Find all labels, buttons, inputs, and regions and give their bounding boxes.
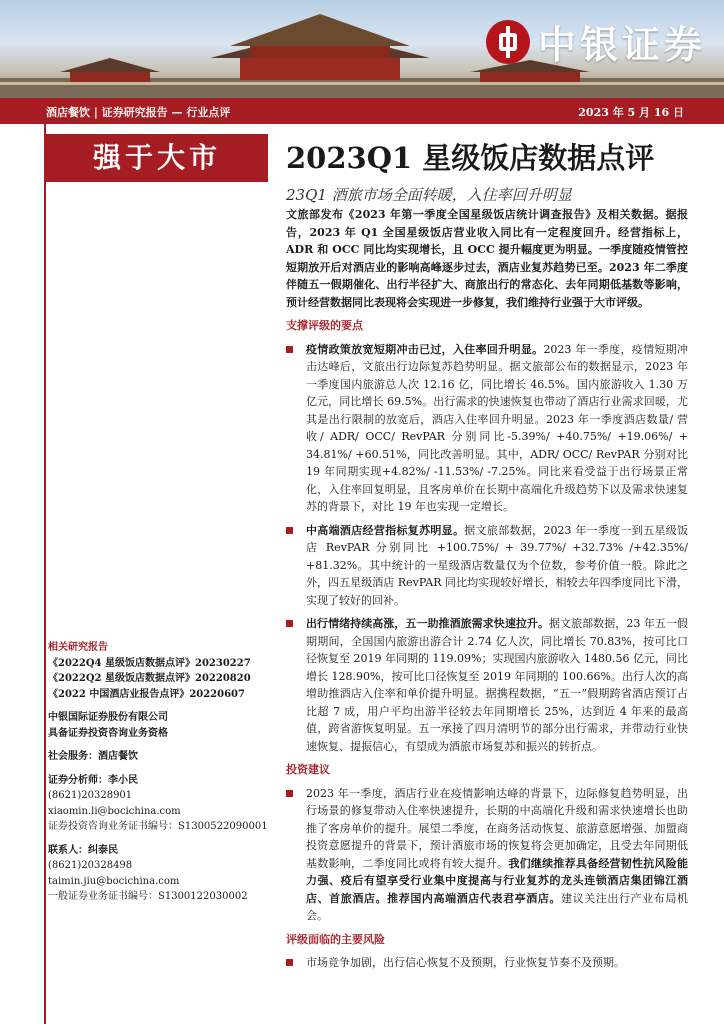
bullet-square-icon (286, 527, 293, 534)
related-report: 《2022Q2 星级饭店数据点评》20220820 (48, 673, 251, 684)
bullet-square-icon (286, 346, 293, 353)
main-content (286, 206, 688, 978)
point-lead: 出行情绪持续高涨，五一助推酒旅需求快速拉升。 (306, 617, 549, 630)
related-heading: 相关研究报告 (48, 642, 108, 653)
list-item (286, 341, 688, 516)
points-list (286, 341, 688, 756)
header-banner (0, 0, 724, 98)
risk-list (286, 954, 688, 972)
point-text: 2023 年一季度，疫情短期冲击达峰后，文旅出行边际复苏趋势明显。据文旅部公布的数据显示，2023 年一季度国内旅游总人次 12.16 亿，同比增长 46.5%。国内旅游收入 1.30 万亿元，同比增长 69.5%。出行需求的快速恢复也带动了酒店行业需求回暖，尤其是出行限制的放宽后，酒店入住率回升明显。2023 年一季度酒店数量/ 营收/ ADR/ OCC/ RevPAR 分别同比-5.39%/ +40.75%/ +19.06%/ + 34.81%/ +60.51%，同比改善明显。其中，ADR/ OCC/ RevPAR 分别对比 19 年同期实现+4.82%/ -11.53%/ -7.25%。同比来看受益于出行场景正常化，入住率回复明显，且客房单价在长期中高端化升级趋势下以及需求快速复苏的背景下，对比 19 年也实现一定增长。 (306, 342, 688, 513)
analyst-cert: 证券投资咨询业务证书编号：S1300522090001 (48, 821, 268, 832)
points-heading: 支撑评级的要点 (286, 319, 363, 332)
bullet-square-icon (286, 790, 293, 797)
contact-cert: 一般证券业务证书编号：S1300122030002 (48, 891, 248, 902)
list-item (286, 785, 688, 925)
point-lead: 疫情政策放宽短期冲击已过，入住率回升明显。 (306, 342, 544, 356)
analyst-name: 证券分析师：李小民 (48, 774, 138, 786)
left-divider (44, 124, 46, 1024)
summary-paragraph: 文旅部发布《2023 年第一季度全国星级饭店统计调查报告》及相关数据。据报告，2023 年 Q1 全国星级饭店营业收入同比有一定程度回升。经营指标上，ADR 和 OCC 同比均实现增长，且 OCC 提升幅度更为明显。一季度随疫情管控短期放开后对酒店业的影响高峰逐步过去，酒店业复苏趋势已至。2023 年二季度伴随五一假期催化、出行半径扩大、商旅出行的常态化、去年同期低基数等影响，预计经营数据同比表现将会实现进一步修复，我们维持行业强于大市评级。 (286, 208, 688, 309)
point-text: 据文旅部数据，23 年五一假期期间，全国国内旅游出游合计 2.74 亿人次，同比增长 70.83%，按可比口径恢复至 2019 年同期的 119.09%；实现国内旅游收入 1480.56 亿元，同比增长 128.90%，按可比口径恢复至 2019 年同期的 100.66%。出行人次的高增助推酒店入住率和单价提升明显。据携程数据，“五一”假期跨省酒店预订占比超 7 成，用户平均出游半径较去年同期增长 25%，达到近 4 年来的最高值，跨省游恢复明显。五一承接了四月清明节的部分出行需求，并带动行业快速恢复、提振信心，有望成为酒旅市场复苏和振兴的转折点。 (306, 617, 688, 753)
bullet-square-icon (286, 620, 293, 627)
company-name: 中银国际证券股份有限公司 (48, 712, 168, 723)
sidebar-related (48, 640, 270, 905)
analyst-email[interactable]: xiaomin.li@bocichina.com (48, 805, 181, 817)
point-lead: 中高端酒店经营指标复苏明显。 (306, 523, 465, 537)
risk-heading: 评级面临的主要风险 (286, 932, 385, 946)
advice-list (286, 785, 688, 925)
list-item (286, 954, 688, 972)
contact-phone: (8621)20328498 (48, 860, 133, 871)
page-subtitle: 23Q1 酒旅市场全面转暖，入住率回升明显 (286, 186, 572, 204)
boc-logo-icon (486, 20, 530, 64)
contact-email[interactable]: taimin.jiu@bocichina.com (48, 875, 180, 887)
bullet-square-icon (286, 959, 293, 966)
advice-text: 2023 年一季度，酒店行业在疫情影响达峰的背景下，边际修复趋势明显，出行场景的修复带动入住率快速提升，长期的中高端化升级和需求快速增长也助推了客房单价的提升。展望二季度，在商务活动恢复、旅游意愿增强、加盟商投资意愿提升的背景下，预计酒旅市场的恢复将会更加确定，且受去年同期低基数影响，二季度同比或将有较大提升。 (306, 786, 688, 870)
advice-recommendation: 我们继续推荐具备经营韧性抗风险能力强、疫后有望享受行业集中度提高与行业复苏的龙头连锁酒店集团锦江酒店、首旅酒店。推荐国内高端酒店代表君亭酒店。 (306, 856, 689, 905)
contact-name: 联系人：纠泰民 (48, 844, 118, 856)
license-text: 具备证券投资咨询业务资格 (48, 727, 168, 739)
advice-tail: 建议关注出行产业布局机会。 (306, 891, 688, 922)
advice-heading: 投资建议 (286, 763, 330, 776)
related-report: 《2022Q4 星级饭店数据点评》20230227 (48, 657, 251, 669)
rating-badge: 强于大市 (46, 134, 268, 182)
analyst-phone: (8621)20328901 (48, 790, 133, 801)
brand-logo (486, 14, 706, 69)
report-date: 2023 年 5 月 16 日 (578, 106, 684, 119)
report-category: 酒店餐饮 | 证券研究报告 — 行业点评 (46, 106, 231, 119)
brand-name: 中银证券 (537, 23, 706, 67)
service-sector: 社会服务：酒店餐饮 (48, 751, 138, 762)
category-bar (0, 98, 724, 124)
list-item (286, 615, 688, 755)
related-report: 《2022 中国酒店业报告点评》20220607 (48, 688, 245, 700)
list-item (286, 522, 688, 610)
page-title: 2023Q1 星级饭店数据点评 (286, 141, 655, 175)
point-text: 据文旅部数据，2023 年一季度一到五星级饭店 RevPAR 分别同比 +100.75%/ + 39.77%/ +32.73% /+42.35%/ +81.32%。其中统计的一星级酒店数量仅为个位数，参考价值一般。除此之外，四五星级酒店 RevPAR 同比均实现较好增长，相较去年四季度同比下滑，实现了较好的回补。 (306, 523, 688, 607)
risk-text: 市场竞争加剧，出行信心恢复不及预期，行业恢复节奏不及预期。 (306, 956, 625, 969)
